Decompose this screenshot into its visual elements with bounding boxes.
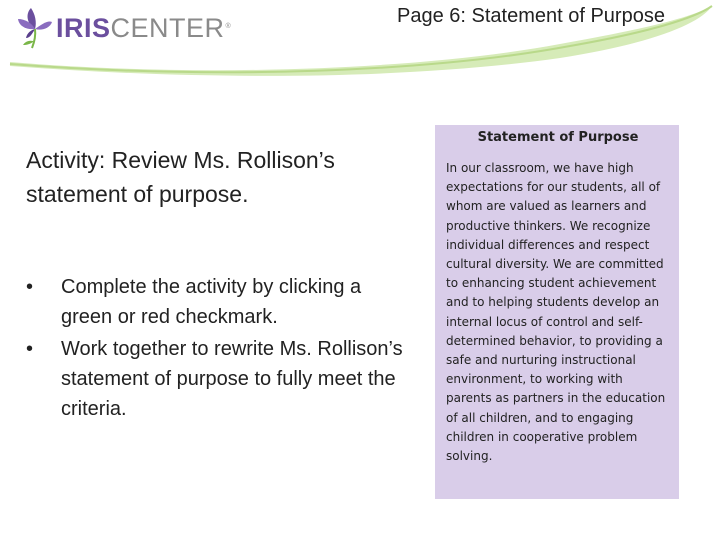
page-title: Page 6: Statement of Purpose (397, 5, 665, 27)
statement-of-purpose-box (435, 125, 679, 499)
list-item (26, 272, 406, 332)
logo-brand-light: CENTER (110, 12, 225, 43)
activity-heading: Activity: Review Ms. Rollison’s statement of purpose. (26, 147, 335, 207)
bullet-glyph: • (26, 338, 34, 360)
list-item (26, 334, 406, 424)
purpose-box-title: Statement of Purpose (477, 130, 639, 145)
logo-trademark: ® (225, 22, 232, 30)
iris-center-logo[interactable] (18, 6, 231, 50)
list-item-text: Work together to rewrite Ms. Rollison’s statement of purpose to fully meet the criteria. (61, 338, 403, 420)
iris-flower-icon (18, 7, 52, 49)
list-item-text: Complete the activity by clicking a green or red checkmark. (61, 276, 362, 328)
logo-text (56, 13, 231, 44)
purpose-box-body: In our classroom, we have high expectations for our students, all of whom are valued as learners and productive thinkers. We recognize individual differences and respect cultural diversity. We are committed to enhancing student achievement and to helping students develop an internal locus of control and self-determined behavior, to providing a safe and nurturing instructional environment, to working with parents as partners in the education of all children, and to engaging children in cooperative problem solving. (446, 161, 666, 464)
header (0, 0, 720, 80)
logo-brand-bold: IRIS (56, 12, 111, 43)
instruction-list (26, 272, 406, 426)
bullet-glyph: • (26, 276, 34, 298)
